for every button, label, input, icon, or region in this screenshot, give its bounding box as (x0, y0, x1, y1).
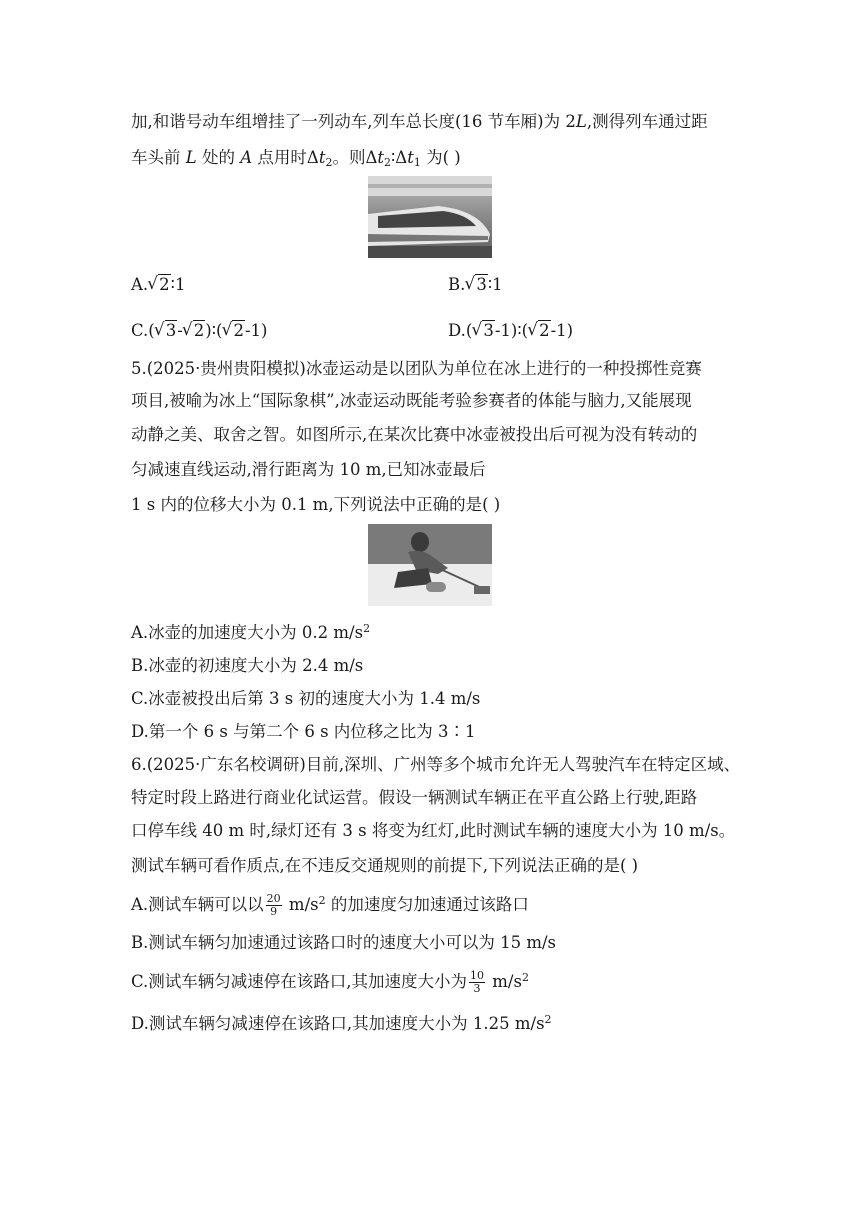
q6-stem-line-3: 口停车线 40 m 时,绿灯还有 3 s 将变为红灯,此时测试车辆的速度大小为 10 m/s。 (131, 821, 736, 840)
q6-stem-line-4: 测试车辆可看作质点,在不违反交通规则的前提下,下列说法正确的是( ) (131, 856, 639, 875)
q5-stem-line-3: 动静之美、取舍之智。如图所示,在某次比赛中冰壶被投出后可视为没有转动的 (131, 425, 698, 444)
q4-option-d: D.(√ 3-1)∶(√ 2-1) (448, 320, 573, 342)
q6-option-c: C.测试车辆匀减速停在该路口,其加速度大小为 $\frac{10}{3}$ $m/s^2$ (131, 969, 529, 995)
q6-option-d: D.测试车辆匀减速停在该路口,其加速度大小为 1.25 $m/s^2$ (131, 1013, 552, 1033)
q4-option-b: B.√ 3∶1 (448, 274, 503, 296)
q5-option-c: C.冰壶被投出后第 3 s 初的速度大小为 1.4 m/s (131, 689, 481, 708)
q4-stem-line-2: 车头前 L 处的 A 点用时$\Delta t_2$。则$\Delta t_2∶\Delta t_1$ 为( ) (131, 148, 461, 169)
q4-stem-line-1: 加,和谐号动车组增挂了一列动车,列车总长度(16 节车厢)为 2L,测得列车通过距 (131, 112, 708, 131)
q6-stem-line-2: 特定时段上路进行商业化试运营。假设一辆测试车辆正在平直公路上行驶,距路 (131, 788, 698, 807)
q5-stem-line-5: 1 s 内的位移大小为 0.1 m,下列说法中正确的是( ) (131, 495, 501, 514)
q5-option-d: D.第一个 6 s 与第二个 6 s 内位移之比为 3∶1 (131, 722, 476, 741)
q5-stem-line-4: 匀减速直线运动,滑行距离为 10 m,已知冰壶最后 (131, 460, 486, 479)
curling-photo-icon (368, 524, 492, 606)
q5-option-b: B.冰壶的初速度大小为 2.4 m/s (131, 656, 364, 675)
q4-option-a: A.√ 2∶1 (131, 274, 185, 296)
train-photo-icon (368, 176, 492, 258)
q4-option-c: C.(√ 3-√ 2)∶(√ 2-1) (131, 320, 267, 342)
q5-stem-line-1: 5.(2025·贵州贵阳模拟)冰壶运动是以团队为单位在冰上进行的一种投掷性竞赛 (131, 359, 702, 378)
q5-option-a: A.冰壶的加速度大小为 0.2 $m/s^2$ (131, 622, 371, 642)
q6-stem-line-1: 6.(2025·广东名校调研)目前,深圳、广州等多个城市允许无人驾驶汽车在特定区域、 (131, 755, 741, 774)
q6-option-a: A.测试车辆可以以 $\frac{20}{9}$ $m/s^2$ 的加速度匀加速通过该路口 (131, 892, 529, 918)
q5-stem-line-2: 项目,被喻为冰上“国际象棋”,冰壶运动既能考验参赛者的体能与脑力,又能展现 (131, 391, 692, 410)
q6-option-b: B.测试车辆匀加速通过该路口时的速度大小可以为 15 m/s (131, 933, 557, 952)
fraction: $\frac{20}{9}$ (266, 892, 281, 918)
fraction: $\frac{10}{3}$ (470, 969, 485, 995)
